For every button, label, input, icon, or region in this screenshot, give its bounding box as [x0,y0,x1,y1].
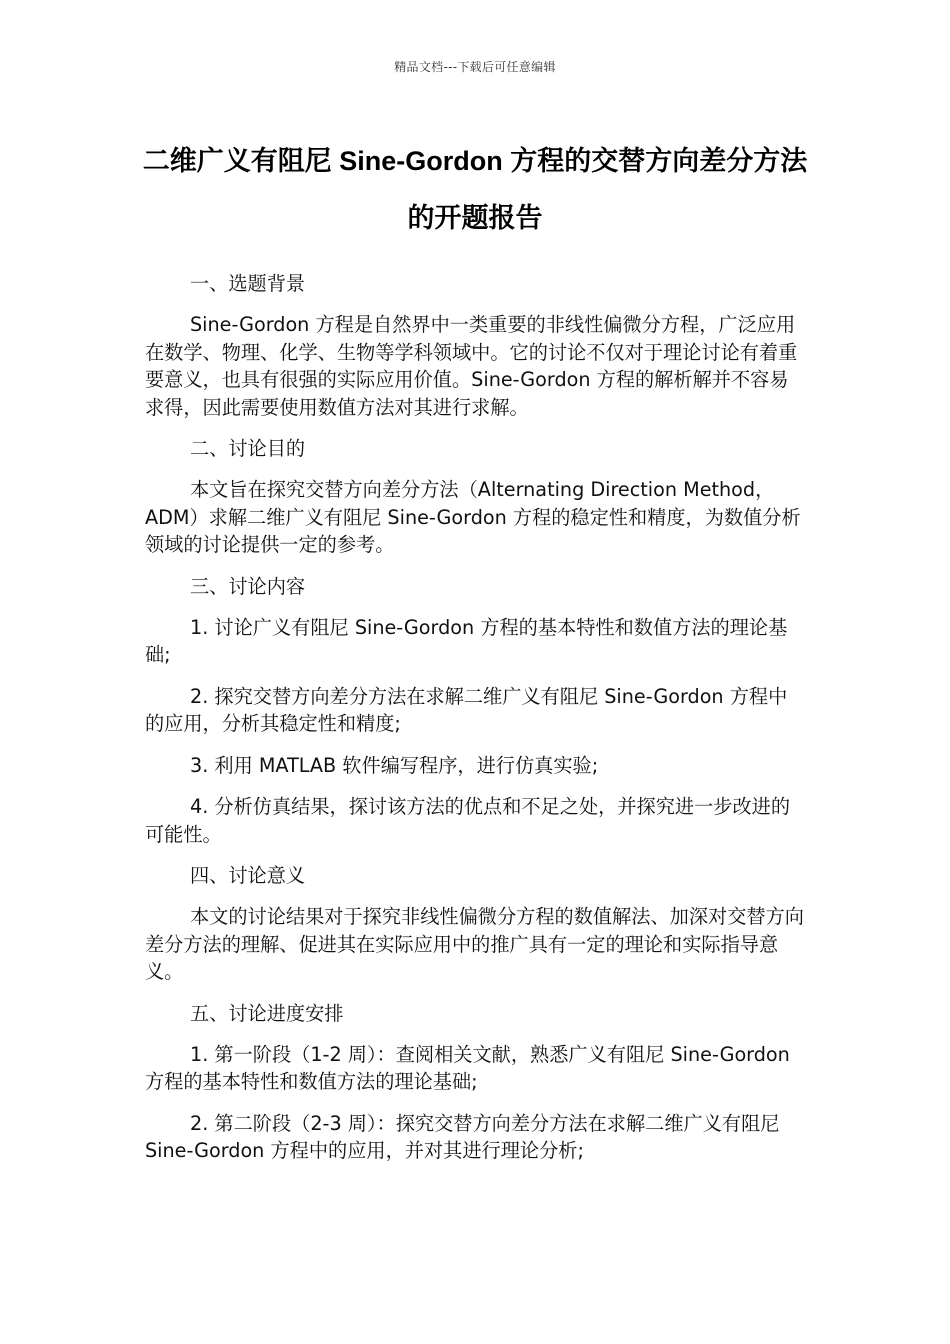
section-heading-content: 三、讨论内容 [190,574,306,598]
content-item-3: 3. 利用 MATLAB 软件编写程序，进行仿真实验; [190,753,599,777]
paragraph-significance: 本文的讨论结果对于探究非线性偏微分方程的数值解法、加深对交替方向差分方法的理解、促进其在实际应用中的推广具有一定的理论和实际指导意义。 [145,905,804,984]
document-title: 二维广义有阻尼 Sine-Gordon 方程的交替方向差分方法的开题报告 [142,146,808,233]
paragraph-purpose: 本文旨在探究交替方向差分方法（Alternating Direction Method，ADM）求解二维广义有阻尼 Sine-Gordon 方程的稳定性和精度，为数值分析领域的讨论提供一定的参考。 [145,478,801,557]
section-heading-schedule: 五、讨论进度安排 [190,1001,344,1025]
header-note: 精品文档---下载后可任意编辑 [394,60,556,74]
schedule-item-1: 1. 第一阶段（1-2 周）：查阅相关文献，熟悉广义有阻尼 Sine-Gordon 方程的基本特性和数值方法的理论基础; [145,1042,790,1094]
paragraph-background: Sine-Gordon 方程是自然界中一类重要的非线性偏微分方程，广泛应用在数学、物理、化学、生物等学科领域中。它的讨论不仅对于理论讨论有着重要意义，也具有很强的实际应用价值。Sine-Gordon 方程的解析解并不容易求得，因此需要使用数值方法对其进行求解。 [145,313,798,419]
schedule-item-2: 2. 第二阶段（2-3 周）：探究交替方向差分方法在求解二维广义有阻尼 Sine-Gordon 方程中的应用，并对其进行理论分析; [145,1111,780,1163]
content-item-4: 4. 分析仿真结果，探讨该方法的优点和不足之处，并探究进一步改进的可能性。 [145,795,791,846]
section-heading-purpose: 二、讨论目的 [190,437,306,461]
content-item-1: 1. 讨论广义有阻尼 Sine-Gordon 方程的基本特性和数值方法的理论基础; [145,616,788,667]
section-heading-background: 一、选题背景 [190,272,306,295]
document-body [145,270,805,1179]
content-item-2: 2. 探究交替方向差分方法在求解二维广义有阻尼 Sine-Gordon 方程中的应用，分析其稳定性和精度; [145,684,788,736]
section-heading-significance: 四、讨论意义 [190,863,306,887]
